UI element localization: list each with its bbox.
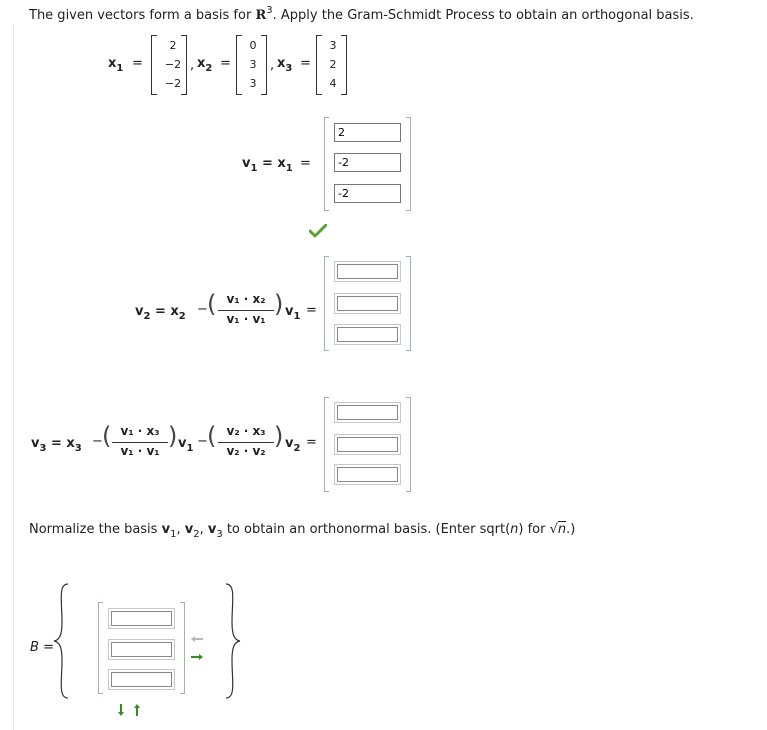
v3-times-v1: $v_1$	[178, 436, 194, 454]
x1-equals: =	[132, 56, 143, 71]
brace-left	[52, 582, 72, 700]
v2-fraction-bar	[218, 310, 274, 311]
x2-entry: 3	[249, 58, 257, 71]
v3-fraction1-denominator: v₁ · v₁	[120, 444, 160, 458]
x3-equals: =	[300, 56, 311, 71]
paren-open: (	[207, 422, 217, 450]
v3-fraction1-numerator: v₁ · x₃	[120, 424, 160, 438]
check-icon	[309, 224, 327, 238]
x1-entry: 2	[169, 39, 177, 52]
x1-bracket-left	[151, 35, 157, 95]
x2-label: $x_2$	[197, 56, 213, 74]
x1-label: $x_1$	[108, 56, 124, 74]
x1-entry: −2	[164, 58, 182, 71]
v3-fraction2-denominator: v₂ · v₂	[226, 444, 266, 458]
remove-column-icon[interactable]	[190, 635, 204, 643]
normalize-instruction: Normalize the basis $v_1$, $v_2$, $v_3$ to obtain an orthonormal basis. (Enter sqrt(n) for √n.)	[29, 522, 576, 540]
v3-bracket-right	[406, 397, 411, 492]
x3-entry: 2	[329, 58, 337, 71]
x3-label: $x_3$	[277, 56, 293, 74]
left-rule	[13, 24, 14, 730]
v3-fraction1-bar	[112, 442, 168, 443]
real-numbers-symbol: R	[255, 8, 267, 23]
v3-entry-2[interactable]	[334, 434, 401, 455]
x2-bracket-right	[261, 35, 267, 95]
v1-equation: $v_1 = x_1$	[242, 156, 293, 174]
paren-close: )	[274, 422, 284, 450]
v3-bracket-left	[324, 397, 329, 492]
x2-entry: 0	[249, 39, 257, 52]
v3-lhs: $v_3 = x_3$	[31, 436, 82, 454]
basis-entry-1[interactable]	[108, 608, 175, 629]
comma: ,	[190, 58, 195, 73]
v2-fraction-numerator: v₁ · x₂	[226, 292, 266, 306]
minus-sign: −	[197, 434, 208, 449]
x3-bracket-left	[316, 35, 322, 95]
v2-entry-3[interactable]	[334, 324, 401, 345]
x1-entry: −2	[164, 77, 182, 90]
basis-entry-3[interactable]	[108, 669, 175, 690]
comma: ,	[270, 58, 275, 73]
v2-times-v1: $v_1$	[285, 304, 301, 322]
minus-sign: −	[197, 302, 208, 317]
v3-times-v2: $v_2$	[285, 436, 301, 454]
v1-entry-2[interactable]	[334, 153, 401, 172]
v3-entry-1[interactable]	[334, 402, 401, 423]
remove-row-icon[interactable]	[133, 703, 141, 717]
add-column-icon[interactable]	[190, 653, 204, 661]
v2-equals: =	[306, 303, 317, 318]
add-row-icon[interactable]	[117, 703, 125, 717]
v3-entry-3[interactable]	[334, 464, 401, 485]
x2-equals: =	[220, 56, 231, 71]
v2-fraction-denominator: v₁ · v₁	[226, 312, 266, 326]
basis-label: B =	[30, 640, 54, 655]
v1-entry-1[interactable]	[334, 123, 401, 142]
v2-entry-2[interactable]	[334, 293, 401, 314]
basis-bracket-right	[180, 602, 185, 694]
x2-entry: 3	[249, 77, 257, 90]
x3-bracket-right	[341, 35, 347, 95]
x3-entry: 3	[329, 39, 337, 52]
paren-open: (	[207, 290, 217, 318]
v3-fraction2-bar	[218, 442, 274, 443]
paren-close: )	[274, 290, 284, 318]
paren-open: (	[102, 422, 112, 450]
v3-equals: =	[306, 435, 317, 450]
paren-close: )	[168, 422, 178, 450]
v1-entry-3[interactable]	[334, 184, 401, 203]
v2-lhs: $v_2 = x_2$	[135, 304, 186, 322]
v3-fraction2-numerator: v₂ · x₃	[226, 424, 266, 438]
problem-statement: The given vectors form a basis for $R^3$. Apply the Gram-Schmidt Process to obtain an orthogonal basis.	[29, 5, 694, 23]
v1-bracket-left	[324, 117, 329, 211]
v2-bracket-left	[324, 256, 329, 351]
v1-equals: =	[300, 156, 311, 171]
sqrt-symbol: √	[549, 522, 558, 537]
basis-bracket-left	[98, 602, 103, 694]
v2-bracket-right	[406, 256, 411, 351]
brace-right	[222, 582, 242, 700]
v1-bracket-right	[406, 117, 411, 211]
x3-entry: 4	[329, 77, 337, 90]
basis-entry-2[interactable]	[108, 639, 175, 660]
x2-bracket-left	[236, 35, 242, 95]
x1-bracket-right	[181, 35, 187, 95]
minus-sign: −	[92, 434, 103, 449]
v2-entry-1[interactable]	[334, 261, 401, 282]
